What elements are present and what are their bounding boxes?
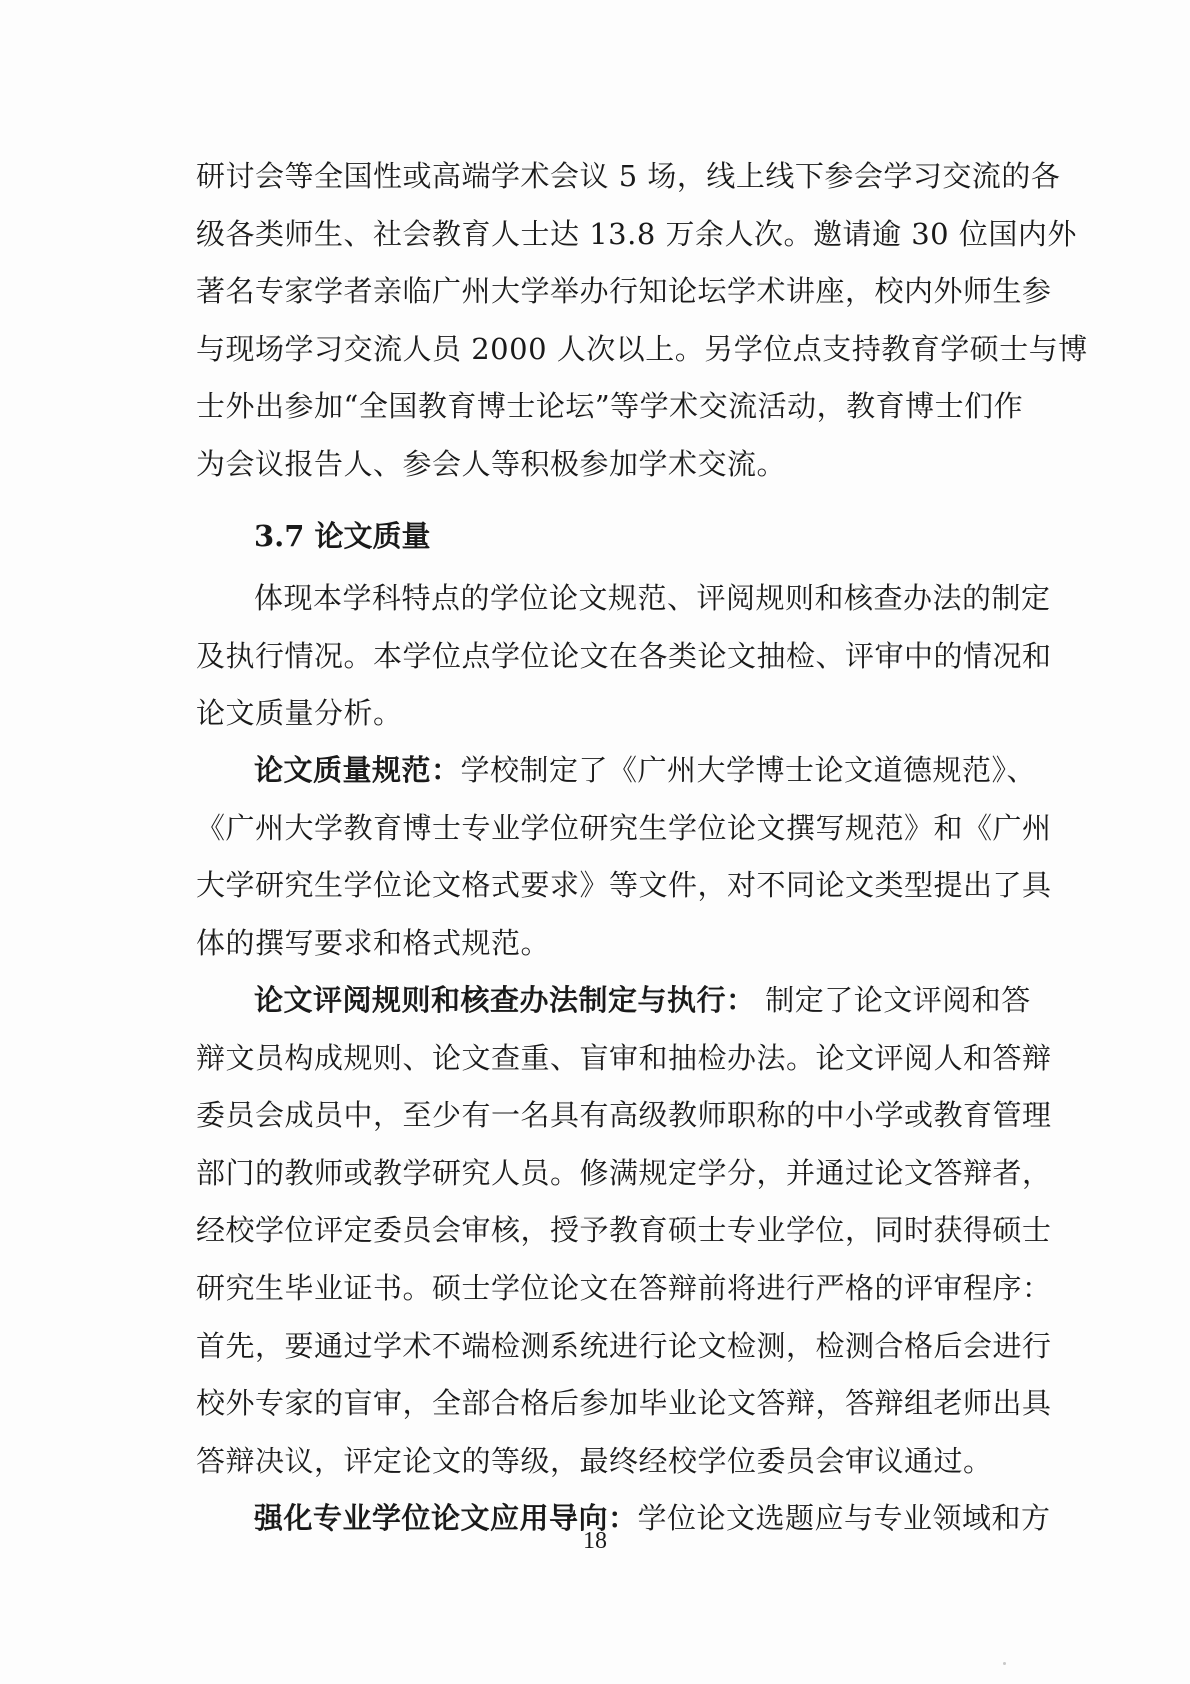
norms-first-line-text: 学校制定了《广州大学博士论文道德规范》、: [460, 753, 1037, 787]
paragraph-line: 论文质量分析。: [196, 696, 403, 731]
review-label: 论文评阅规则和核查办法制定与执行：: [254, 983, 756, 1017]
paragraph-line: 辩文员构成规则、论文查重、盲审和抽检办法。论文评阅人和答辩: [196, 1040, 1052, 1075]
application-label: 强化专业学位论文应用导向：: [254, 1501, 638, 1535]
paragraph-line: 研究生毕业证书。硕士学位论文在答辩前将进行严格的评审程序：: [196, 1270, 1052, 1305]
norms-paragraph: [196, 742, 1052, 972]
paragraph-line: 与现场学习交流人员 2000 人次以上。另学位点支持教育学硕士与博: [196, 331, 1088, 366]
scan-artifact: [1003, 1662, 1006, 1665]
paragraph-line: 经校学位评定委员会审核，授予教育硕士专业学位，同时获得硕士: [196, 1213, 1052, 1248]
review-paragraph: [196, 972, 1052, 1490]
norms-label: 论文质量规范：: [254, 753, 461, 787]
intro-paragraph: [196, 570, 1052, 743]
application-first-line-text: 学位论文选题应与专业领域和方: [637, 1501, 1051, 1535]
paragraph-line: 士外出参加“全国教育博士论坛”等学术交流活动，教育博士们作: [196, 389, 1024, 424]
paragraph-line: 体现本学科特点的学位论文规范、评阅规则和核查办法的制定: [254, 581, 1051, 615]
paragraph-line: 为会议报告人、参会人等积极参加学术交流。: [196, 446, 787, 481]
paragraph-line: 大学研究生学位论文格式要求》等文件，对不同论文类型提出了具: [196, 868, 1052, 903]
paragraph-line: 答辩决议，评定论文的等级，最终经校学位委员会审议通过。: [196, 1443, 993, 1478]
paragraph-line: 校外专家的盲审，全部合格后参加毕业论文答辩，答辩组老师出具: [196, 1386, 1052, 1421]
paragraph-line: 首先，要通过学术不端检测系统进行论文检测，检测合格后会进行: [196, 1328, 1052, 1363]
page-number: 18: [583, 1528, 607, 1554]
paragraph-line: 级各类师生、社会教育人士达 13.8 万余人次。邀请逾 30 位国内外: [196, 216, 1077, 251]
paragraph-line: 《广州大学教育博士专业学位研究生学位论文撰写规范》和《广州: [196, 810, 1052, 845]
paragraph-line: 研讨会等全国性或高端学术会议 5 场，线上线下参会学习交流的各: [196, 159, 1061, 193]
paragraph-line: 部门的教师或教学研究人员。修满规定学分，并通过论文答辩者，: [196, 1155, 1052, 1190]
paragraph-first-line: [196, 742, 1037, 800]
paragraph-line: 委员会成员中，至少有一名具有高级教师职称的中小学或教育管理: [196, 1098, 1052, 1133]
paragraph-line: 体的撰写要求和格式规范。: [196, 925, 551, 960]
paragraph-line: 及执行情况。本学位点学位论文在各类论文抽检、评审中的情况和: [196, 638, 1052, 673]
paragraph-line: 著名专家学者亲临广州大学举办行知论坛学术讲座，校内外师生参: [196, 274, 1052, 309]
paragraph-first-line: [196, 972, 1031, 1030]
review-first-line-text: 制定了论文评阅和答: [755, 983, 1031, 1017]
section-heading: 3.7 论文质量: [254, 519, 431, 553]
paragraph-continued: [196, 148, 1088, 494]
